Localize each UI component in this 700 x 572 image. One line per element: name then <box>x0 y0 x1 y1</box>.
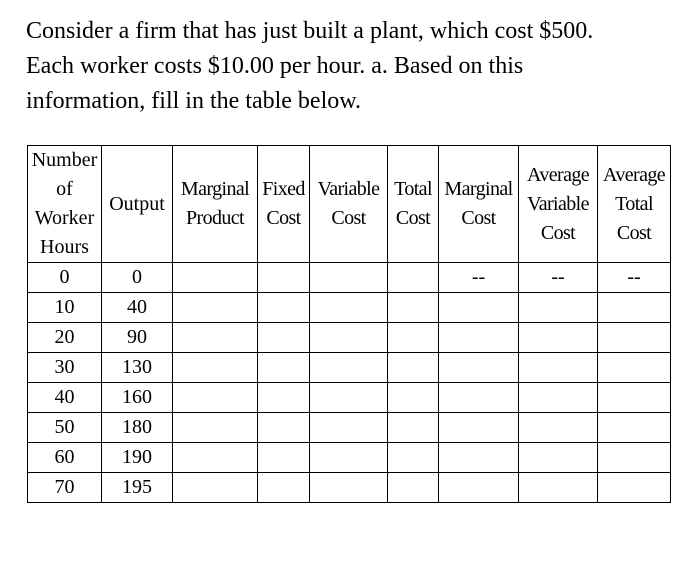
header-line: Worker <box>34 207 95 229</box>
table-cell <box>519 383 598 413</box>
table-cell <box>598 353 671 383</box>
table-cell <box>439 383 519 413</box>
table-cell: 190 <box>102 443 173 473</box>
table-cell <box>258 323 310 353</box>
table-cell <box>388 293 439 323</box>
table-row <box>28 293 671 323</box>
table-cell <box>519 353 598 383</box>
table-cell <box>519 473 598 503</box>
header-line: Marginal <box>444 178 513 200</box>
table-cell <box>388 323 439 353</box>
header-line: Product <box>185 207 245 229</box>
table-cell <box>388 263 439 293</box>
table-cell <box>598 443 671 473</box>
table-cell: -- <box>519 263 598 293</box>
header-line: Cost <box>395 207 431 229</box>
table-cell: 195 <box>102 473 173 503</box>
table-cell <box>173 383 258 413</box>
header-line: Variable <box>527 192 589 215</box>
table-cell <box>388 413 439 443</box>
table-row <box>28 263 671 293</box>
table-cell: 60 <box>28 443 102 473</box>
table-header-row <box>28 146 671 263</box>
header-line: Cost <box>540 221 576 244</box>
header-variable-cost <box>310 146 388 263</box>
table-cell: 40 <box>102 293 173 323</box>
table-cell <box>173 413 258 443</box>
table-cell: -- <box>598 263 671 293</box>
table-cell: 10 <box>28 293 102 323</box>
table-cell <box>439 323 519 353</box>
table-cell <box>173 473 258 503</box>
table-cell <box>310 413 388 443</box>
table-cell <box>439 473 519 503</box>
header-line: Average <box>602 163 666 186</box>
header-fixed-cost <box>258 146 310 263</box>
table-cell <box>310 473 388 503</box>
table-row <box>28 383 671 413</box>
table-cell <box>310 443 388 473</box>
cost-table <box>27 145 671 503</box>
table-cell <box>519 413 598 443</box>
table-cell <box>388 383 439 413</box>
header-number-of-worker-hours <box>28 146 102 263</box>
header-line: Cost <box>266 207 301 229</box>
header-total-cost <box>388 146 439 263</box>
table-row <box>28 323 671 353</box>
table-cell <box>258 473 310 503</box>
header-marginal-cost <box>439 146 519 263</box>
table-cell <box>388 443 439 473</box>
table-cell <box>258 293 310 323</box>
header-line: Fixed <box>262 178 305 200</box>
table-cell <box>598 323 671 353</box>
table-row <box>28 473 671 503</box>
header-line: of <box>56 178 73 200</box>
header-line: Output <box>109 192 165 215</box>
table-cell <box>519 323 598 353</box>
header-marginal-product <box>173 146 258 263</box>
table-cell <box>598 293 671 323</box>
table-cell <box>173 293 258 323</box>
table-cell <box>388 473 439 503</box>
table-cell <box>258 353 310 383</box>
header-line: Marginal <box>180 178 250 200</box>
table-cell <box>310 323 388 353</box>
header-line: Average <box>526 163 590 186</box>
table-cell <box>258 383 310 413</box>
header-line: Hours <box>40 236 89 258</box>
table-cell <box>173 323 258 353</box>
table-cell <box>310 293 388 323</box>
header-output <box>102 146 173 263</box>
table-cell <box>310 263 388 293</box>
table-cell <box>598 413 671 443</box>
table-cell <box>173 263 258 293</box>
question-text <box>26 14 686 119</box>
header-average-variable-cost <box>519 146 598 263</box>
table-cell: 180 <box>102 413 173 443</box>
table-cell <box>439 353 519 383</box>
table-cell: 90 <box>102 323 173 353</box>
table-cell: 50 <box>28 413 102 443</box>
table-cell: 30 <box>28 353 102 383</box>
table-cell <box>173 353 258 383</box>
table-cell: 0 <box>102 263 173 293</box>
table-row <box>28 413 671 443</box>
table-cell <box>310 383 388 413</box>
question-line: information, fill in the table below. <box>26 88 362 114</box>
table-row <box>28 443 671 473</box>
table-cell: -- <box>439 263 519 293</box>
table-cell <box>258 413 310 443</box>
table-cell <box>258 263 310 293</box>
header-line: Cost <box>461 207 496 229</box>
table-body <box>28 263 671 503</box>
table-cell <box>519 443 598 473</box>
table-cell <box>439 293 519 323</box>
table-cell: 20 <box>28 323 102 353</box>
table-cell: 0 <box>28 263 102 293</box>
table-row <box>28 353 671 383</box>
table-cell <box>388 353 439 383</box>
table-cell <box>258 443 310 473</box>
table-cell <box>173 443 258 473</box>
header-line: Cost <box>616 221 652 244</box>
header-line: Total <box>394 178 432 200</box>
header-line: Cost <box>331 207 366 229</box>
table-cell <box>598 473 671 503</box>
table-cell <box>439 413 519 443</box>
header-line: Number <box>31 149 98 171</box>
table-cell <box>598 383 671 413</box>
table-cell <box>519 293 598 323</box>
header-line: Total <box>615 192 653 215</box>
table-cell <box>439 443 519 473</box>
table-cell: 40 <box>28 383 102 413</box>
question-line: Consider a firm that has just built a plant, which cost $500. <box>26 18 594 44</box>
table-cell: 70 <box>28 473 102 503</box>
header-line: Variable <box>317 178 380 200</box>
header-average-total-cost <box>598 146 671 263</box>
table-cell: 160 <box>102 383 173 413</box>
question-line: Each worker costs $10.00 per hour. a. Based on this <box>26 53 524 79</box>
table-cell: 130 <box>102 353 173 383</box>
table-cell <box>310 353 388 383</box>
